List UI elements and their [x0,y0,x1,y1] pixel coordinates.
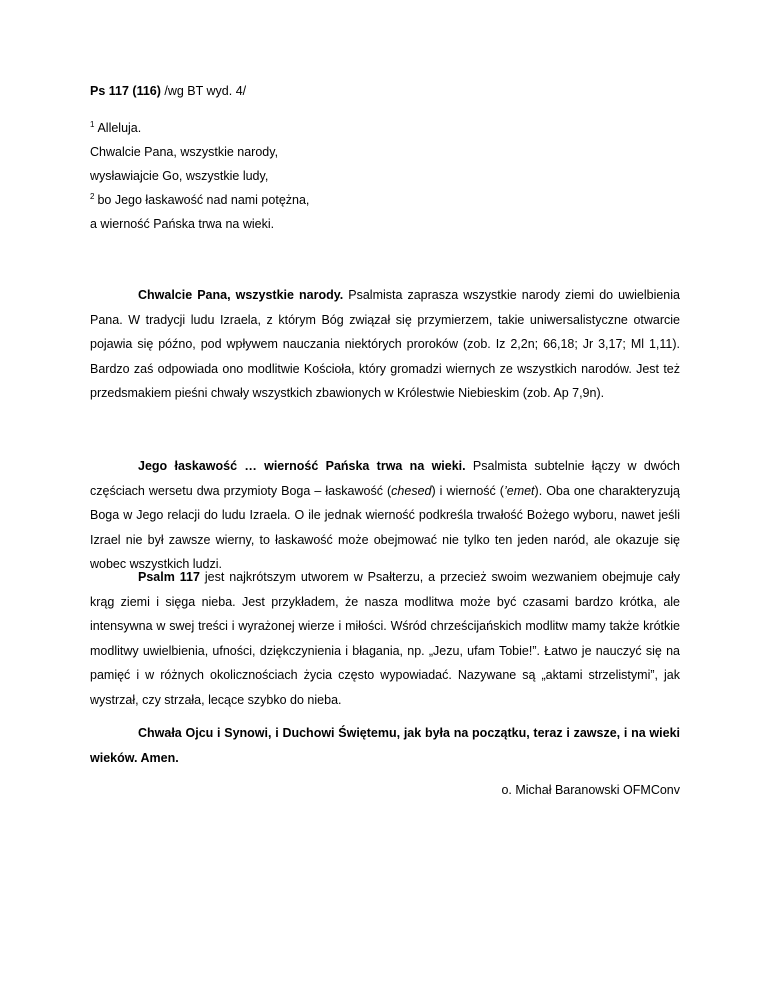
commentary-text: ) i wierność ( [431,483,504,498]
hebrew-term-emet: ’emet [503,483,535,498]
author-signature: o. Michał Baranowski OFMConv [501,783,680,797]
doxology-paragraph [90,721,680,770]
commentary-paragraph-3 [90,565,680,712]
verse-line [90,116,309,140]
psalm-verses [90,116,309,236]
verse-number: 1 [90,120,95,129]
commentary-lead: Psalm 117 [138,570,200,584]
hebrew-term-chesed: chesed [391,483,432,498]
verse-line [90,164,309,188]
verse-line [90,212,309,236]
commentary-text: ). Oba one charakteryzują Boga w Jego relacji do ludu Izraela. O ile jednak wierność podkreśla trwałość Bożego wyboru, nawet jeśli Izrael nie był zawsze wierny, to łaskawość może obejmować nie tylko ten jeden naród, ale okazuje się wobec wszystkich ludzi. [90,483,681,571]
psalm-header [90,84,246,98]
commentary-text: Psalmista subtelnie łączy w dwóch częściach wersetu dwa przymioty Boga – łaskawość ( [90,459,680,498]
verse-line [90,140,309,164]
commentary-lead: Chwalcie Pana, wszystkie narody. [138,288,344,302]
verse-text: wysławiajcie Go, wszystkie ludy, [90,169,269,183]
verse-text: bo Jego łaskawość nad nami potężna, [97,193,310,207]
doxology-text: Chwała Ojcu i Synowi, i Duchowi Świętemu, jak była na początku, teraz i zawsze, i na wieki wieków. Amen. [90,726,680,765]
commentary-text: Psalmista zaprasza wszystkie narody ziemi do uwielbienia Pana. W tradycji ludu Izraela, z którym Bóg związał się przymierzem, takie uniwersalistyczne otwarcie pojawia się późno, pod wpływem nauczania niektórych proroków (zob. Iz 2,2n; 66,18; Jr 3,17; Ml 1,11). Bardzo zaś odpowiada ono modlitwie Kościoła, który gromadzi wiernych ze wszystkich narodów. Jest też przedsmakiem pieśni chwały wszystkich zbawionych w Królestwie Niebieskim (zob. Ap 7,9n). [90,288,680,400]
verse-number: 2 [90,192,95,201]
verse-text: Alleluja. [97,121,142,135]
commentary-text: jest najkrótszym utworem w Psałterzu, a przecież swoim wezwaniem obejmuje cały krąg ziemi i sięga nieba. Jest przykładem, że nasza modlitwa może być czasami bardzo krótka, ale intensywna w swej treści i wyrażonej wierze i miłości. Wśród chrześcijańskich modlitw mamy także krótkie modlitwy uwielbienia, ufności, dziękczynienia i błagania, np. „Jezu, ufam Tobie!”. Łatwo je nauczyć się na pamięć i w różnych okolicznościach życia często wypowiadać. Nazywane są „aktami strzelistymi”, jak wystrzał, czy strzała, lecące szybko do nieba. [90,570,681,707]
commentary-lead: Jego łaskawość … wierność Pańska trwa na wieki. [138,459,466,473]
psalm-title: Ps 117 (116) [90,84,161,98]
verse-text: a wierność Pańska trwa na wieki. [90,217,275,231]
verse-line [90,188,309,212]
commentary-paragraph-1 [90,283,680,406]
commentary-paragraph-2 [90,454,680,577]
translation-source: /wg BT wyd. 4/ [160,84,247,98]
verse-text: Chwalcie Pana, wszystkie narody, [90,145,279,159]
